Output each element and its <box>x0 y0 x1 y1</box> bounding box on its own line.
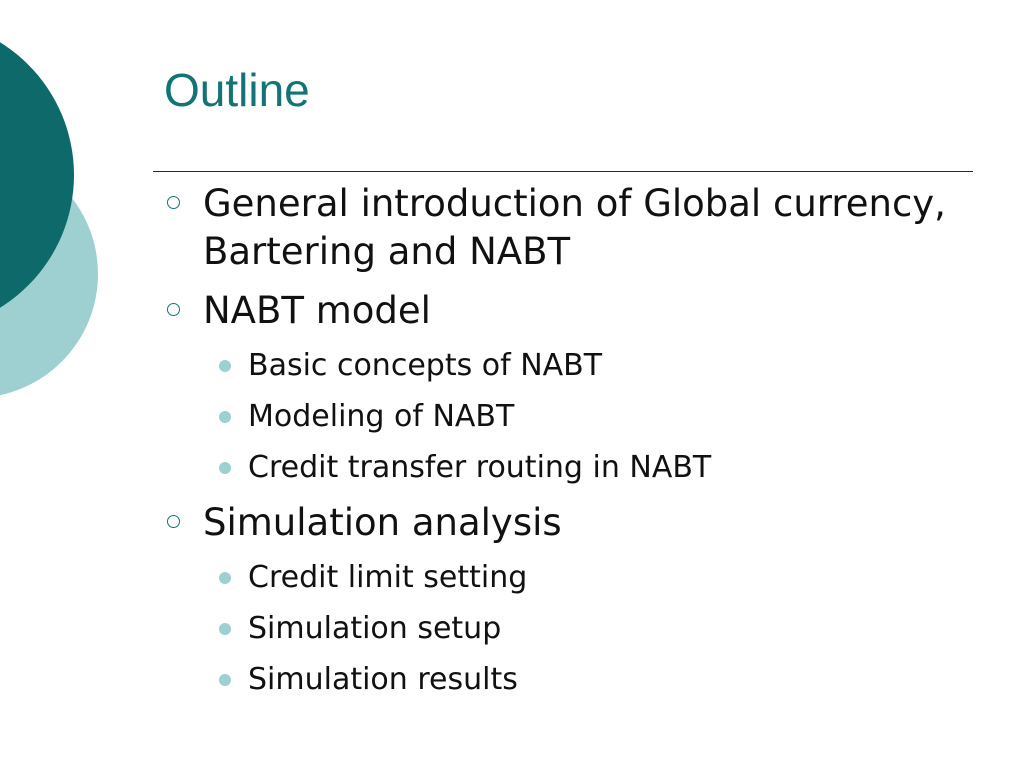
outline-subitem <box>163 609 1003 649</box>
outline-subitem-text: Simulation setup <box>248 611 502 646</box>
ring-bullet-icon <box>167 303 180 316</box>
dot-bullet-icon <box>219 360 231 372</box>
outline-subitem-text: Credit transfer routing in NABT <box>248 450 712 485</box>
outline-subitem-text: Basic concepts of NABT <box>248 348 603 383</box>
outline-item-text: General introduction of Global currency, Bartering and NABT <box>203 182 946 273</box>
outline-item <box>163 287 1003 335</box>
outline-subitem <box>163 448 1003 488</box>
outline-subitem-text: Simulation results <box>248 662 518 697</box>
dot-bullet-icon <box>219 411 231 423</box>
outline-subitem <box>163 660 1003 700</box>
slide-title: Outline <box>164 64 310 116</box>
outline-subitem-text: Credit limit setting <box>248 560 528 595</box>
outline-subitem <box>163 558 1003 598</box>
dot-bullet-icon <box>219 674 231 686</box>
dot-bullet-icon <box>219 623 231 635</box>
title-divider <box>153 171 973 172</box>
ring-bullet-icon <box>167 196 180 209</box>
outline-list <box>163 180 1003 711</box>
outline-item <box>163 180 1003 276</box>
outline-item <box>163 499 1003 547</box>
outline-item-text: Simulation analysis <box>203 501 562 544</box>
outline-item-text: NABT model <box>203 289 431 332</box>
outline-subitem <box>163 346 1003 386</box>
dot-bullet-icon <box>219 572 231 584</box>
outline-subitem <box>163 397 1003 437</box>
outline-subitem-text: Modeling of NABT <box>248 399 515 434</box>
dot-bullet-icon <box>219 462 231 474</box>
ring-bullet-icon <box>167 515 180 528</box>
